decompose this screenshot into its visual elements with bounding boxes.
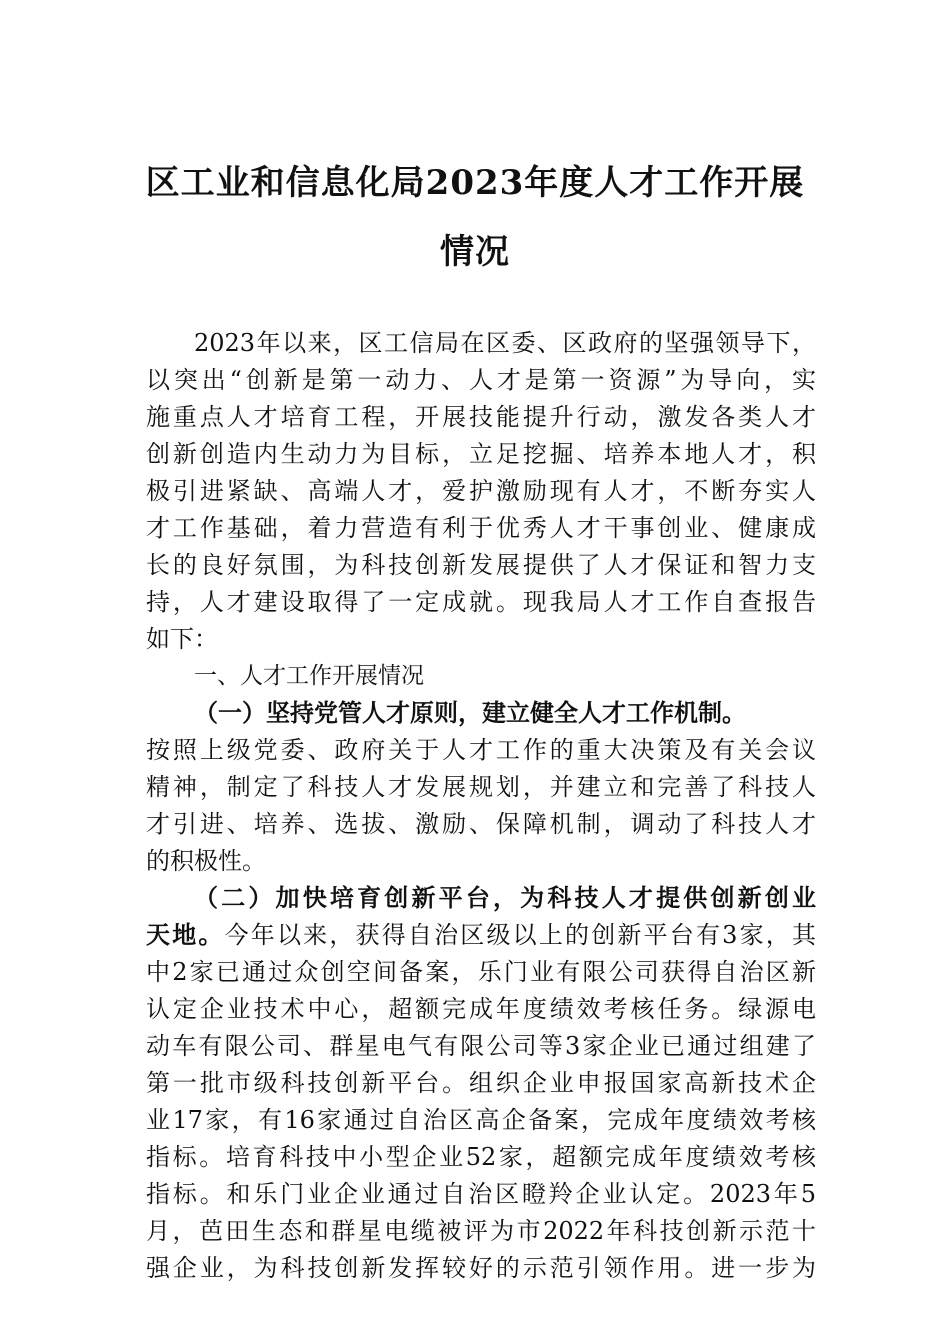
body-line: 指标。培育科技中小型企业52家，超额完成年度绩效考核 — [146, 1143, 816, 1171]
intro-line: 长的良好氛围，为科技创新发展提供了人才保证和智力支 — [146, 551, 816, 579]
subsection-heading: （一）坚持党管人才原则，建立健全人才工作机制。 — [194, 698, 746, 727]
intro-line: 施重点人才培育工程，开展技能提升行动，激发各类人才 — [146, 403, 816, 431]
subsection-heading-tail: 天地。 — [146, 920, 225, 949]
body-line: 强企业，为科技创新发挥较好的示范引领作用。进一步为 — [146, 1254, 816, 1282]
intro-line: 2023年以来，区工信局在区委、区政府的坚强领导下， — [194, 329, 816, 357]
body-line: 才引进、培养、选拔、激励、保障机制，调动了科技人才 — [146, 810, 816, 838]
body-line: 按照上级党委、政府关于人才工作的重大决策及有关会议 — [146, 736, 816, 764]
intro-line: 创新创造内生动力为目标，立足挖掘、培养本地人才，积 — [146, 440, 816, 468]
intro-line: 才工作基础，着力营造有利于优秀人才干事创业、健康成 — [146, 514, 816, 542]
body-line: 业17家，有16家通过自治区高企备案，完成年度绩效考核 — [146, 1106, 816, 1134]
document-title-line-1: 区工业和信息化局2023年度人才工作开展 — [145, 163, 805, 203]
intro-line: 如下： — [146, 625, 218, 653]
body-line: 的积极性。 — [146, 847, 266, 875]
body-text: 今年以来，获得自治区级以上的创新平台有3家，其 — [224, 921, 816, 949]
intro-line: 持，人才建设取得了一定成就。现我局人才工作自查报告 — [146, 588, 816, 616]
body-line: 认定企业技术中心，超额完成年度绩效考核任务。绿源电 — [146, 995, 816, 1023]
subsection-heading: （二）加快培育创新平台，为科技人才提供创新创业 — [194, 883, 816, 912]
intro-line: 极引进紧缺、高端人才，爱护激励现有人才，不断夯实人 — [146, 477, 816, 505]
body-line: 月，芭田生态和群星电缆被评为市2022年科技创新示范十 — [146, 1217, 816, 1245]
section-heading: 一、人才工作开展情况 — [194, 663, 424, 689]
intro-line: 以突出“创新是第一动力、人才是第一资源”为导向，实 — [146, 366, 816, 394]
body-line: 指标。和乐门业企业通过自治区瞪羚企业认定。2023年5 — [146, 1180, 816, 1208]
body-line: 第一批市级科技创新平台。组织企业申报国家高新技术企 — [146, 1069, 816, 1097]
body-line — [146, 921, 816, 949]
document-title-line-2: 情况 — [440, 232, 510, 272]
body-line: 精神，制定了科技人才发展规划，并建立和完善了科技人 — [146, 773, 816, 801]
body-line: 动车有限公司、群星电气有限公司等3家企业已通过组建了 — [146, 1032, 816, 1060]
body-line: 中2家已通过众创空间备案，乐门业有限公司获得自治区新 — [146, 958, 816, 986]
